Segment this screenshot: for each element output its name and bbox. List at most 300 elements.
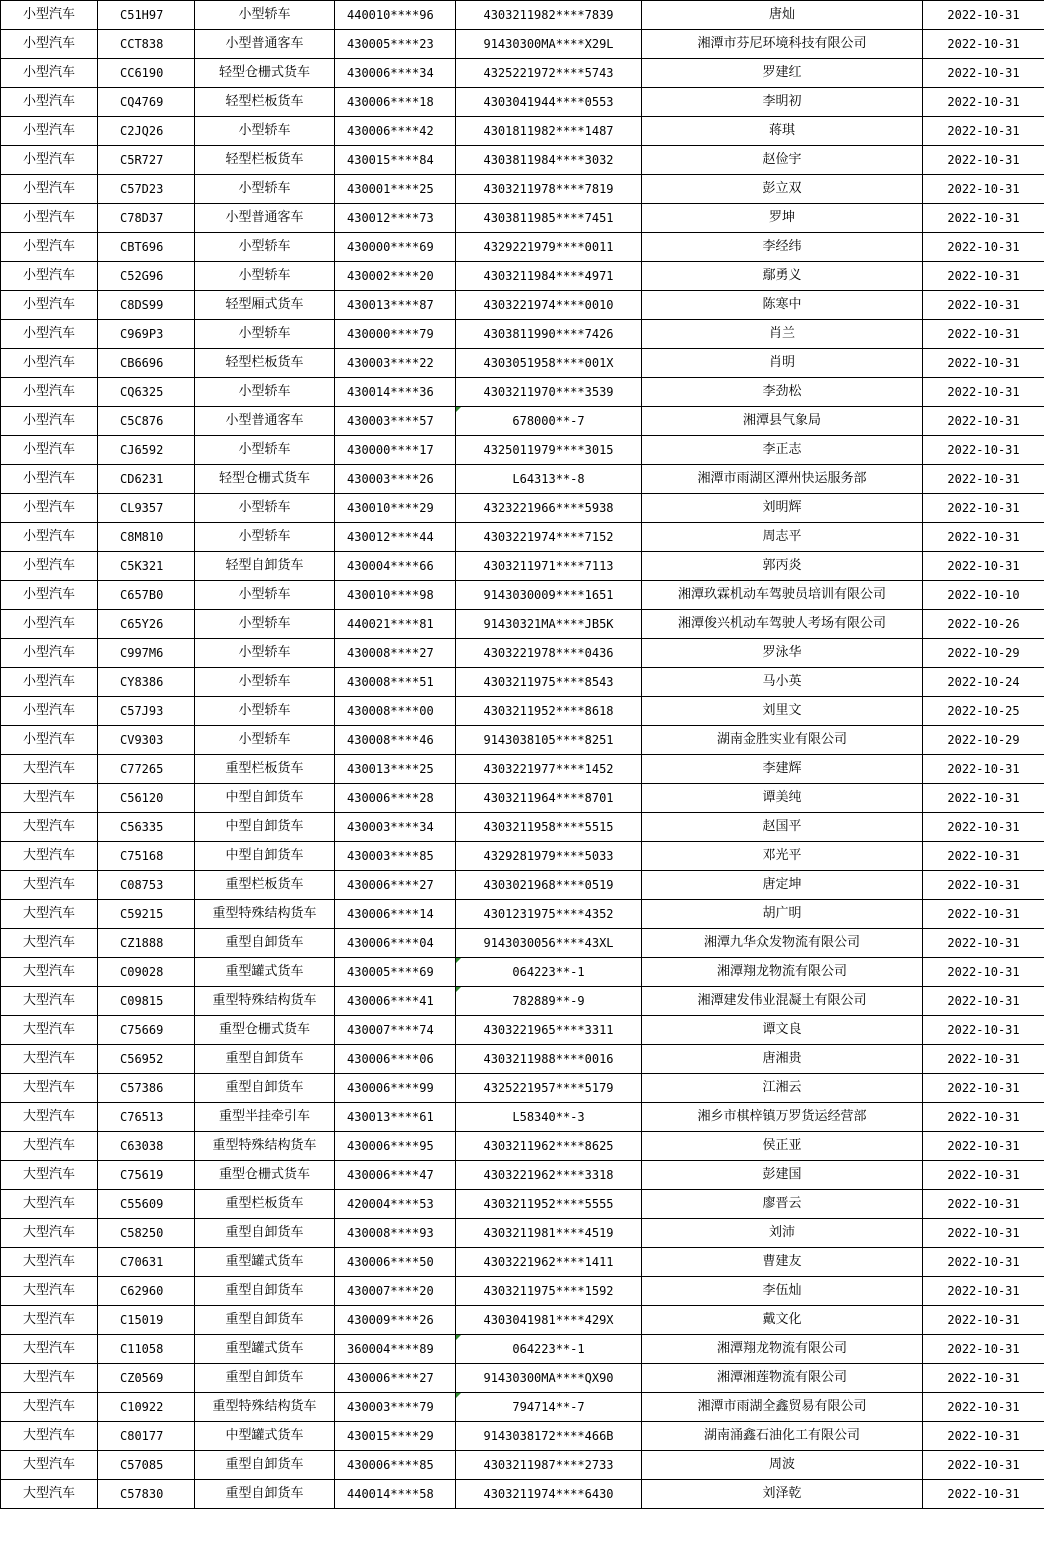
vehicle-class-cell [1,1074,98,1103]
owner-name-cell [642,958,923,987]
vehicle-class-cell [1,987,98,1016]
vehicle-class-cell [1,1190,98,1219]
owner-name-cell [642,407,923,436]
plate-number-cell [98,204,195,233]
owner-id-cell-text: L58340**-3 [512,1110,585,1124]
code-cell-text: 430006****27 [347,1371,434,1385]
code-cell-text: 430006****85 [347,1458,434,1472]
owner-id-cell-text: 4301811982****1487 [483,124,614,138]
plate-number-cell [98,668,195,697]
vehicle-type-cell-text: 重型栏板货车 [225,761,304,776]
vehicle-type-cell-text: 轻型自卸货车 [225,558,304,573]
vehicle-class-cell-text: 大型汽车 [22,1370,75,1385]
table-row [1,204,1044,233]
date-cell [923,929,1044,958]
owner-name-cell-text: 李建辉 [762,761,802,776]
owner-id-cell-text: 4303221965****3311 [483,1023,614,1037]
owner-name-cell-text: 谭美纯 [762,790,802,805]
vehicle-class-cell [1,349,98,378]
date-cell [923,291,1044,320]
plate-number-cell [98,233,195,262]
owner-name-cell-text: 彭建国 [762,1167,802,1182]
plate-number-cell-text: C5R727 [120,153,164,167]
vehicle-type-cell-text: 小型轿车 [238,616,291,631]
plate-number-cell-text: CV9303 [120,733,164,747]
vehicle-class-cell [1,1306,98,1335]
date-cell [923,697,1044,726]
owner-id-cell-text: 4303211958****5515 [483,820,614,834]
vehicle-type-cell-text: 小型普通客车 [225,210,304,225]
table-row [1,900,1044,929]
code-cell-text: 420004****53 [347,1197,434,1211]
date-cell [923,233,1044,262]
vehicle-class-cell-text: 大型汽车 [22,1254,75,1269]
code-cell [335,1045,456,1074]
owner-id-cell [456,1306,642,1335]
code-cell-text: 430006****18 [347,95,434,109]
date-cell [923,320,1044,349]
code-cell [335,233,456,262]
date-cell [923,1132,1044,1161]
date-cell-text: 2022-10-26 [947,617,1020,631]
date-cell-text: 2022-10-31 [947,878,1020,892]
owner-name-cell [642,755,923,784]
date-cell-text: 2022-10-31 [947,849,1020,863]
vehicle-class-cell [1,900,98,929]
owner-id-cell-text: 4303811990****7426 [483,327,614,341]
date-cell [923,1422,1044,1451]
plate-number-cell [98,1364,195,1393]
plate-number-cell-text: C63038 [120,1139,164,1153]
code-cell [335,1103,456,1132]
plate-number-cell [98,1132,195,1161]
vehicle-type-cell-text: 重型罐式货车 [225,1341,304,1356]
code-cell-text: 430013****25 [347,762,434,776]
code-cell-text: 430006****50 [347,1255,434,1269]
owner-name-cell-text: 刘泽乾 [762,1486,802,1501]
date-cell-text: 2022-10-31 [947,559,1020,573]
plate-number-cell-text: C62960 [120,1284,164,1298]
vehicle-type-cell [195,639,335,668]
vehicle-type-cell [195,349,335,378]
code-cell-text: 430007****20 [347,1284,434,1298]
table-row [1,1277,1044,1306]
plate-number-cell-text: C15019 [120,1313,164,1327]
date-cell [923,900,1044,929]
date-cell-text: 2022-10-31 [947,1023,1020,1037]
table-row [1,59,1044,88]
vehicle-type-cell [195,291,335,320]
date-cell [923,59,1044,88]
table-row [1,349,1044,378]
vehicle-type-cell-text: 小型轿车 [238,732,291,747]
vehicle-type-cell [195,378,335,407]
owner-id-cell-text: 4323221966****5938 [483,501,614,515]
plate-number-cell-text: C657B0 [120,588,164,602]
plate-number-cell [98,1480,195,1509]
vehicle-class-cell-text: 大型汽车 [22,1109,75,1124]
code-cell [335,1306,456,1335]
vehicle-type-cell-text: 中型罐式货车 [225,1428,304,1443]
vehicle-type-cell [195,900,335,929]
vehicle-class-cell-text: 小型汽车 [22,732,75,747]
vehicle-type-cell [195,494,335,523]
vehicle-class-cell [1,146,98,175]
date-cell-text: 2022-10-31 [947,907,1020,921]
plate-number-cell-text: C57J93 [120,704,164,718]
date-cell-text: 2022-10-31 [947,1429,1020,1443]
vehicle-type-cell [195,813,335,842]
code-cell [335,929,456,958]
vehicle-class-cell-text: 大型汽车 [22,819,75,834]
owner-id-cell-text: 4303211975****8543 [483,675,614,689]
plate-number-cell-text: C8DS99 [120,298,164,312]
plate-number-cell [98,30,195,59]
owner-id-cell-text: 4303211984****4971 [483,269,614,283]
vehicle-type-cell-text: 重型特殊结构货车 [212,906,317,921]
code-cell [335,204,456,233]
plate-number-cell-text: C57D23 [120,182,164,196]
owner-id-cell-text: 4303021968****0519 [483,878,614,892]
plate-number-cell-text: C08753 [120,878,164,892]
owner-id-cell [456,88,642,117]
vehicle-class-cell [1,871,98,900]
vehicle-class-cell [1,59,98,88]
owner-id-cell-text: 4303811984****3032 [483,153,614,167]
owner-id-cell [456,204,642,233]
vehicle-class-cell-text: 小型汽车 [22,471,75,486]
owner-name-cell-text: 江湘云 [762,1080,802,1095]
table-body [1,1,1044,1509]
owner-name-cell-text: 唐湘贵 [762,1051,802,1066]
owner-name-cell-text: 湖南金胜实业有限公司 [716,732,847,747]
plate-number-cell [98,320,195,349]
owner-name-cell-text: 邓光平 [762,848,802,863]
code-cell-text: 430006****28 [347,791,434,805]
plate-number-cell-text: CB6696 [120,356,164,370]
vehicle-type-cell-text: 重型自卸货车 [225,1283,304,1298]
owner-name-cell-text: 蒋琪 [768,123,795,138]
code-cell-text: 430006****95 [347,1139,434,1153]
table-row [1,88,1044,117]
vehicle-class-cell [1,1132,98,1161]
owner-id-cell-text: 4303221977****1452 [483,762,614,776]
vehicle-class-cell [1,117,98,146]
owner-name-cell-text: 郭丙炎 [762,558,802,573]
vehicle-type-cell-text: 中型自卸货车 [225,819,304,834]
owner-id-cell-text: 064223**-1 [512,965,585,979]
vehicle-type-cell-text: 轻型仓栅式货车 [218,471,310,486]
owner-id-cell [456,1045,642,1074]
plate-number-cell-text: CZ0569 [120,1371,164,1385]
code-cell [335,697,456,726]
owner-id-cell [456,842,642,871]
code-cell-text: 430003****26 [347,472,434,486]
vehicle-type-cell [195,958,335,987]
vehicle-type-cell [195,1335,335,1364]
owner-name-cell [642,1219,923,1248]
plate-number-cell-text: C8M810 [120,530,164,544]
code-cell [335,1393,456,1422]
vehicle-type-cell-text: 轻型栏板货车 [225,152,304,167]
plate-number-cell [98,784,195,813]
owner-name-cell [642,1074,923,1103]
plate-number-cell-text: C77265 [120,762,164,776]
plate-number-cell-text: CL9357 [120,501,164,515]
owner-id-cell [456,436,642,465]
plate-number-cell [98,958,195,987]
plate-number-cell [98,929,195,958]
date-cell-text: 2022-10-31 [947,124,1020,138]
table-row [1,1451,1044,1480]
vehicle-type-cell-text: 小型轿车 [238,645,291,660]
vehicle-class-cell-text: 小型汽车 [22,529,75,544]
code-cell-text: 430006****04 [347,936,434,950]
owner-name-cell-text: 湘潭九华众发物流有限公司 [703,935,860,950]
code-cell-text: 430008****46 [347,733,434,747]
owner-name-cell [642,1,923,30]
code-cell [335,726,456,755]
table-row [1,1364,1044,1393]
owner-id-cell [456,958,642,987]
vehicle-type-cell [195,1422,335,1451]
owner-name-cell [642,929,923,958]
owner-id-cell [456,1161,642,1190]
vehicle-type-cell-text: 重型自卸货车 [225,1051,304,1066]
date-cell-text: 2022-10-31 [947,1081,1020,1095]
date-cell [923,378,1044,407]
date-cell-text: 2022-10-31 [947,37,1020,51]
date-cell [923,552,1044,581]
table-row [1,378,1044,407]
owner-id-cell [456,1132,642,1161]
code-cell-text: 430008****27 [347,646,434,660]
plate-number-cell [98,610,195,639]
owner-id-cell [456,1,642,30]
owner-id-cell [456,1219,642,1248]
cell-comment-marker-icon [456,958,461,963]
vehicle-class-cell-text: 小型汽车 [22,442,75,457]
plate-number-cell-text: C75669 [120,1023,164,1037]
table-row [1,610,1044,639]
code-cell-text: 430006****14 [347,907,434,921]
vehicle-type-cell-text: 小型轿车 [238,529,291,544]
vehicle-class-cell [1,958,98,987]
date-cell [923,755,1044,784]
vehicle-type-cell [195,581,335,610]
plate-number-cell-text: C58250 [120,1226,164,1240]
vehicle-type-cell-text: 小型轿车 [238,674,291,689]
owner-id-cell [456,1451,642,1480]
code-cell [335,465,456,494]
code-cell-text: 430012****44 [347,530,434,544]
code-cell-text: 430006****99 [347,1081,434,1095]
date-cell [923,494,1044,523]
date-cell-text: 2022-10-31 [947,356,1020,370]
code-cell-text: 430013****87 [347,298,434,312]
date-cell [923,1451,1044,1480]
owner-name-cell-text: 唐定坤 [762,877,802,892]
code-cell-text: 440014****58 [347,1487,434,1501]
owner-id-cell [456,726,642,755]
plate-number-cell [98,755,195,784]
vehicle-type-cell-text: 小型轿车 [238,442,291,457]
owner-name-cell-text: 陈寒中 [762,297,802,312]
vehicle-type-cell [195,1161,335,1190]
vehicle-type-cell [195,1074,335,1103]
vehicle-class-cell-text: 大型汽车 [22,1196,75,1211]
plate-number-cell [98,1190,195,1219]
plate-number-cell-text: C51H97 [120,8,164,22]
plate-number-cell-text: C56335 [120,820,164,834]
date-cell [923,784,1044,813]
plate-number-cell [98,1335,195,1364]
owner-id-cell [456,30,642,59]
owner-name-cell-text: 湘潭翔龙物流有限公司 [716,964,847,979]
owner-name-cell-text: 胡广明 [762,906,802,921]
vehicle-class-cell [1,697,98,726]
date-cell [923,842,1044,871]
code-cell-text: 430004****66 [347,559,434,573]
plate-number-cell [98,436,195,465]
table-row [1,871,1044,900]
owner-name-cell-text: 湘潭县气象局 [742,413,821,428]
plate-number-cell-text: CBT696 [120,240,164,254]
plate-number-cell [98,1103,195,1132]
owner-id-cell-text: 91430300MA****X29L [483,37,614,51]
owner-name-cell [642,1451,923,1480]
vehicle-type-cell [195,1306,335,1335]
owner-name-cell [642,900,923,929]
plate-number-cell-text: CJ6592 [120,443,164,457]
owner-id-cell-text: 4303221974****0010 [483,298,614,312]
date-cell-text: 2022-10-31 [947,936,1020,950]
table-row [1,784,1044,813]
date-cell [923,958,1044,987]
plate-number-cell [98,1161,195,1190]
vehicle-class-cell-text: 大型汽车 [22,1225,75,1240]
vehicle-class-cell [1,320,98,349]
cell-comment-marker-icon [456,987,461,992]
code-cell-text: 430006****06 [347,1052,434,1066]
code-cell-text: 430003****85 [347,849,434,863]
plate-number-cell [98,262,195,291]
vehicle-type-cell [195,1190,335,1219]
plate-number-cell [98,1306,195,1335]
code-cell [335,378,456,407]
owner-id-cell [456,407,642,436]
owner-name-cell-text: 湘潭俊兴机动车驾驶人考场有限公司 [677,616,886,631]
code-cell-text: 430008****00 [347,704,434,718]
owner-id-cell-text: 4303211952****5555 [483,1197,614,1211]
plate-number-cell-text: C55609 [120,1197,164,1211]
owner-name-cell-text: 湘潭建发伟业混凝土有限公司 [697,993,867,1008]
code-cell [335,1422,456,1451]
cell-comment-marker-icon [456,1393,461,1398]
date-cell-text: 2022-10-31 [947,472,1020,486]
owner-id-cell [456,262,642,291]
vehicle-type-cell-text: 小型轿车 [238,587,291,602]
vehicle-class-cell [1,494,98,523]
date-cell [923,436,1044,465]
plate-number-cell [98,146,195,175]
vehicle-type-cell [195,726,335,755]
plate-number-cell-text: C80177 [120,1429,164,1443]
code-cell [335,639,456,668]
owner-id-cell [456,349,642,378]
code-cell-text: 430003****57 [347,414,434,428]
date-cell [923,88,1044,117]
date-cell-text: 2022-10-29 [947,733,1020,747]
plate-number-cell-text: CD6231 [120,472,164,486]
plate-number-cell-text: C57085 [120,1458,164,1472]
vehicle-class-cell-text: 小型汽车 [22,558,75,573]
date-cell [923,1277,1044,1306]
date-cell [923,1161,1044,1190]
code-cell-text: 430013****61 [347,1110,434,1124]
vehicle-type-cell-text: 重型特殊结构货车 [212,1138,317,1153]
owner-name-cell [642,117,923,146]
date-cell [923,1074,1044,1103]
owner-name-cell [642,1422,923,1451]
code-cell [335,262,456,291]
owner-name-cell [642,175,923,204]
date-cell-text: 2022-10-31 [947,1284,1020,1298]
owner-id-cell-text: 4303221962****3318 [483,1168,614,1182]
date-cell-text: 2022-10-31 [947,211,1020,225]
vehicle-class-cell-text: 小型汽车 [22,7,75,22]
vehicle-type-cell [195,1132,335,1161]
vehicle-class-cell [1,1422,98,1451]
plate-number-cell [98,494,195,523]
plate-number-cell [98,1219,195,1248]
plate-number-cell-text: CQ6325 [120,385,164,399]
code-cell-text: 430003****34 [347,820,434,834]
owner-name-cell-text: 湘潭玖霖机动车驾驶员培训有限公司 [677,587,886,602]
owner-name-cell-text: 戴文化 [762,1312,802,1327]
vehicle-class-cell-text: 小型汽车 [22,239,75,254]
plate-number-cell-text: CCT838 [120,37,164,51]
vehicle-type-cell-text: 重型特殊结构货车 [212,993,317,1008]
table-row [1,30,1044,59]
owner-name-cell-text: 湘潭湘莲物流有限公司 [716,1370,847,1385]
vehicle-class-cell [1,784,98,813]
owner-name-cell [642,88,923,117]
vehicle-class-cell [1,1393,98,1422]
owner-id-cell-text: 4303211981****4519 [483,1226,614,1240]
vehicle-class-cell [1,668,98,697]
vehicle-class-cell-text: 小型汽车 [22,65,75,80]
vehicle-class-cell-text: 小型汽车 [22,181,75,196]
owner-name-cell [642,1161,923,1190]
code-cell-text: 430000****17 [347,443,434,457]
owner-id-cell-text: 4325011979****3015 [483,443,614,457]
owner-name-cell-text: 湘潭市雨湖全鑫贸易有限公司 [697,1399,867,1414]
vehicle-type-cell [195,262,335,291]
date-cell-text: 2022-10-29 [947,646,1020,660]
vehicle-class-cell-text: 小型汽车 [22,297,75,312]
code-cell [335,784,456,813]
owner-id-cell-text: 4329221979****0011 [483,240,614,254]
owner-id-cell [456,1103,642,1132]
vehicle-class-cell-text: 大型汽车 [22,790,75,805]
date-cell-text: 2022-10-31 [947,1313,1020,1327]
date-cell [923,1045,1044,1074]
table-row [1,1335,1044,1364]
owner-name-cell-text: 肖明 [768,355,795,370]
plate-number-cell [98,842,195,871]
code-cell-text: 430003****79 [347,1400,434,1414]
